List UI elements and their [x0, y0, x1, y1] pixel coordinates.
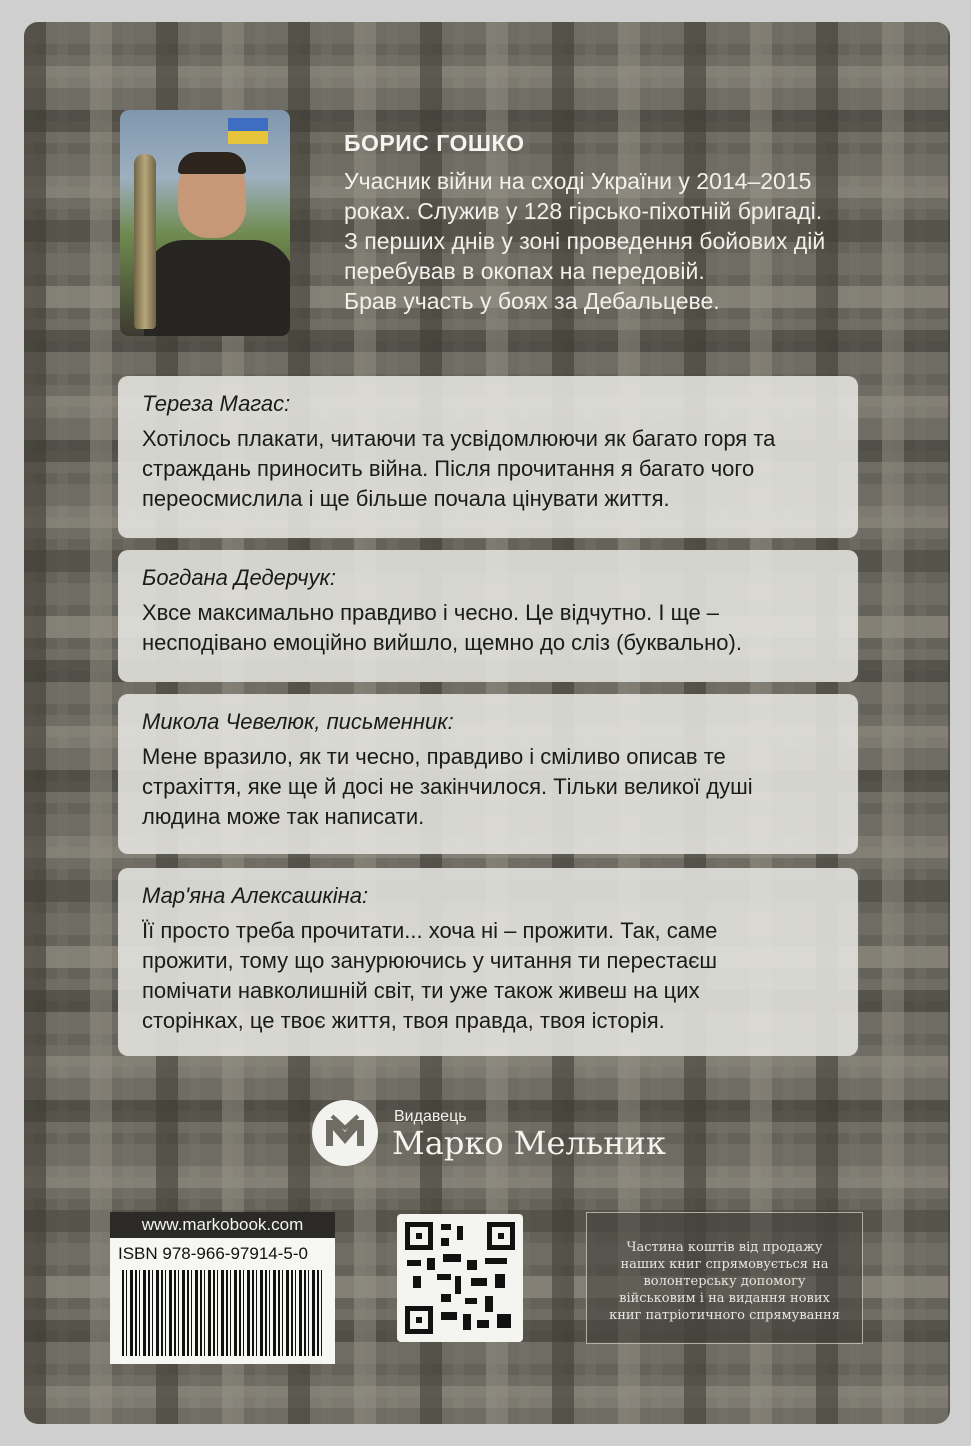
charity-note	[586, 1212, 863, 1344]
charity-line: військовим і на видання нових	[619, 1291, 830, 1306]
publisher-name: Марко Мельник	[392, 1124, 666, 1162]
ukraine-flag-icon	[228, 118, 268, 144]
charity-line: Частина коштів від продажу	[626, 1240, 823, 1255]
review-line: Мене вразило, як ти чесно, правдиво і сміливо описав те	[142, 744, 726, 769]
reviewer-name: Тереза Магас:	[142, 391, 291, 416]
charity-line: книг патріотичного спрямування	[609, 1308, 840, 1323]
charity-line: наших книг спрямовується на	[620, 1257, 829, 1272]
review-line: людина може так написати.	[142, 804, 425, 829]
bio-line: роках. Служив у 128 гірсько-піхотній бригаді.	[344, 198, 823, 224]
reviewer-name: Мар'яна Алексашкіна:	[142, 883, 369, 908]
bio-line: Брав участь у боях за Дебальцеве.	[344, 288, 720, 314]
isbn-number: ISBN 978-966-97914-5-0	[118, 1244, 308, 1263]
review-line: страхіття, яке ще й досі не закінчилося. Тільки великої душі	[142, 774, 753, 799]
barcode	[122, 1270, 322, 1356]
review-line: сторінках, це твоє життя, твоя правда, твоя історія.	[142, 1008, 665, 1033]
review-line: Хвсе максимально правдиво і чесно. Це відчутно. І ще –	[142, 600, 720, 625]
review-card	[118, 868, 858, 1056]
review-card	[118, 694, 858, 854]
bio-line: Учасник війни на сході України у 2014–2015	[344, 168, 812, 194]
author-bio	[344, 166, 884, 316]
review-line: страждань приносить війна. Після прочитання я багато чого	[142, 456, 755, 481]
bio-line: З перших днів у зоні проведення бойових дій	[344, 228, 826, 254]
bio-line: перебував в окопах на передовій.	[344, 258, 705, 284]
website-url: www.markobook.com	[110, 1212, 335, 1238]
barcode-block	[110, 1212, 335, 1364]
artillery-shell	[134, 154, 156, 329]
publisher-logo-icon	[312, 1100, 378, 1166]
qr-code	[397, 1214, 523, 1342]
review-line: Її просто треба прочитати... хоча ні – прожити. Так, саме	[142, 918, 718, 943]
review-card	[118, 550, 858, 682]
review-line: переосмислила і ще більше почала цінувати життя.	[142, 486, 670, 511]
author-photo	[120, 110, 290, 336]
publisher-label: Видавець	[394, 1108, 467, 1125]
reviewer-name: Богдана Дедерчук:	[142, 565, 337, 590]
author-hair	[178, 152, 246, 174]
back-cover	[24, 22, 950, 1424]
review-line: Хотілось плакати, читаючи та усвідомлюючи як багато горя та	[142, 426, 776, 451]
author-name: БОРИС ГОШКО	[344, 130, 525, 156]
review-line: несподівано емоційно вийшло, щемно до сліз (буквально).	[142, 630, 742, 655]
charity-line: волонтерську допомогу	[643, 1274, 806, 1289]
reviewer-name: Микола Чевелюк, письменник:	[142, 709, 454, 734]
author-figure	[144, 240, 290, 336]
review-line: прожити, тому що занурюючись у читання ти перестаєш	[142, 948, 718, 973]
review-card	[118, 376, 858, 538]
review-line: помічати навколишній світ, ти уже також живеш на цих	[142, 978, 700, 1003]
